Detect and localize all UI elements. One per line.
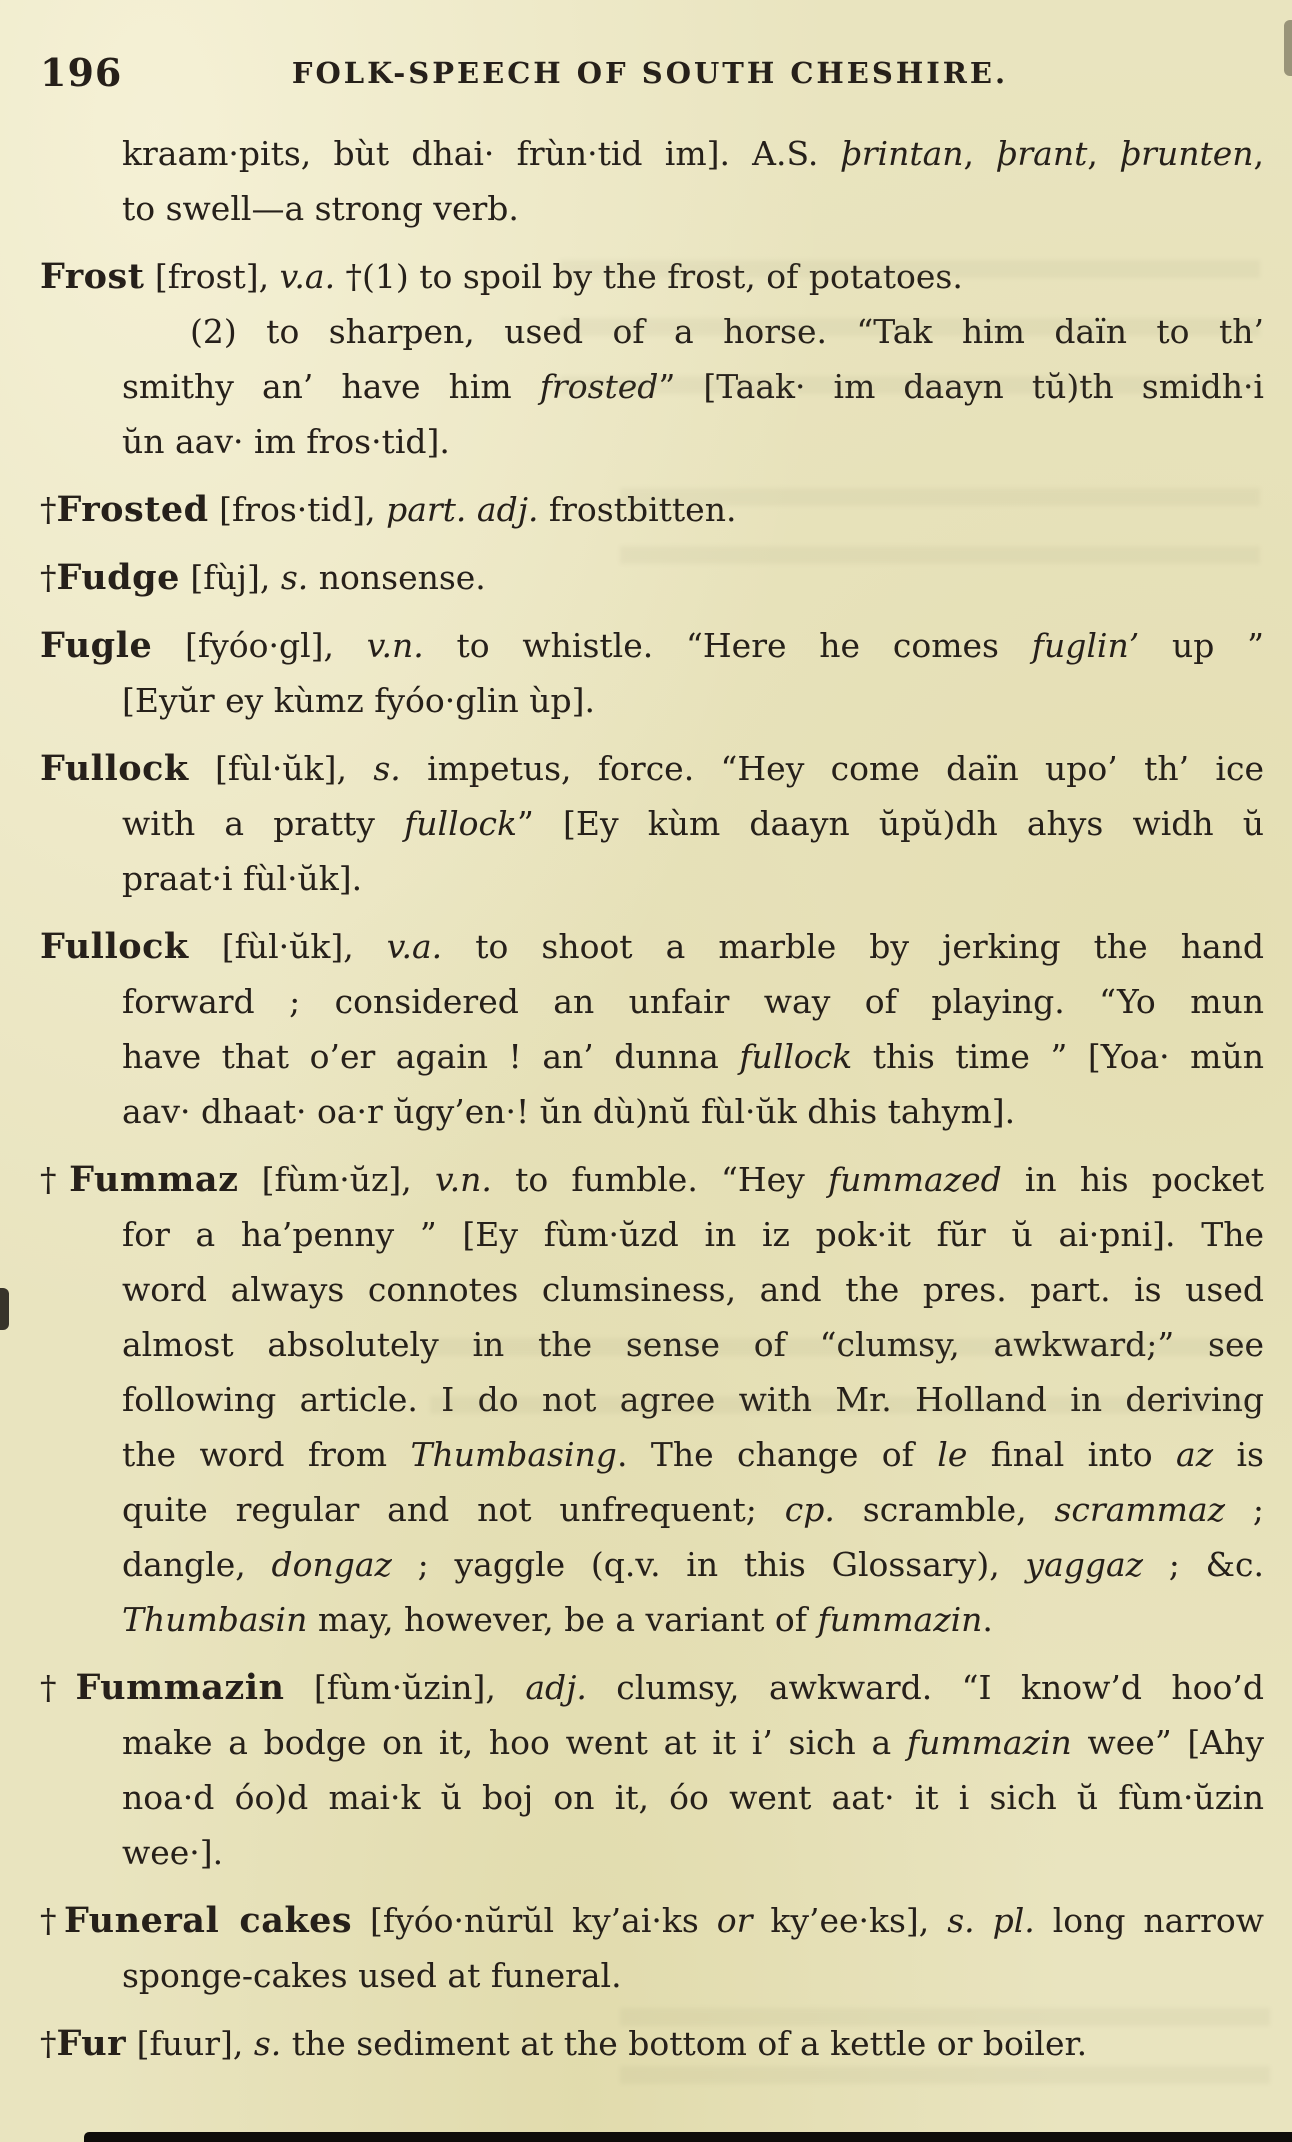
text-segment: word always connotes clumsiness, and the pres. part. is used — [122, 1270, 1264, 1309]
scan-edge-artifact — [84, 2132, 1292, 2142]
glossary-text — [40, 126, 1264, 2084]
text-segment: in his pocket — [1001, 1160, 1265, 1199]
text-segment: az — [1176, 1435, 1214, 1474]
text-segment: þrunten — [1120, 134, 1254, 173]
glossary-entry — [40, 1660, 1264, 1880]
text-segment: †(1) to spoil by the frost, of potatoes. — [335, 257, 963, 296]
text-line — [40, 974, 1264, 1029]
glossary-entry — [40, 2016, 1264, 2071]
text-segment: ; &c. — [1143, 1545, 1264, 1584]
text-segment: up ” — [1139, 626, 1265, 665]
glossary-entry — [40, 249, 1264, 469]
text-line — [40, 1660, 1264, 1715]
text-segment: [fùj], — [179, 558, 281, 597]
text-segment: [fyóo·gl], — [152, 626, 367, 665]
text-segment: s. — [280, 558, 309, 597]
text-line — [40, 1152, 1264, 1207]
text-segment: [fros·tid], — [208, 490, 387, 529]
text-line — [40, 1482, 1264, 1537]
text-line — [40, 414, 1264, 469]
text-segment: ŭn aav· im fros·tid]. — [122, 422, 450, 461]
text-segment: wee·]. — [122, 1833, 224, 1872]
text-segment: frostbitten. — [538, 490, 737, 529]
text-segment: the sediment at the bottom of a kettle or boiler. — [281, 2024, 1088, 2063]
text-line — [40, 359, 1264, 414]
text-segment: impetus, force. “Hey come daïn upo’ th’ ice — [400, 749, 1264, 788]
text-segment: adj. — [525, 1668, 587, 1707]
text-segment: ” [Ey kùm daayn ŭpŭ)dh ahys widh ŭ — [517, 804, 1265, 843]
glossary-entry — [40, 482, 1264, 537]
glossary-entry — [40, 618, 1264, 728]
text-segment: þrant — [996, 134, 1088, 173]
text-segment: or — [716, 1901, 753, 1940]
text-segment: quite regular and not unfrequent; — [122, 1490, 785, 1529]
text-segment: v.n. — [434, 1160, 492, 1199]
text-segment: Thumbasin — [122, 1600, 308, 1639]
text-segment: (2) to sharpen, used of a horse. “Tak him daïn to th’ — [190, 312, 1264, 351]
glossary-entry — [40, 1893, 1264, 2003]
text-segment: , — [963, 134, 997, 173]
text-segment: almost absolutely in the sense of “clumsy, awkward;” see — [122, 1325, 1264, 1364]
text-segment: s. — [253, 2024, 282, 2063]
headword: Fur — [56, 2023, 127, 2064]
text-line — [40, 181, 1264, 236]
text-segment: † — [40, 1160, 70, 1199]
text-segment: fummazin — [906, 1723, 1072, 1762]
text-line — [40, 482, 1264, 537]
text-segment: . The change of — [616, 1435, 938, 1474]
text-segment: [fùl·ŭk], — [188, 749, 374, 788]
text-segment: ” [Taak· im daayn tŭ)th smidh·i — [658, 367, 1264, 406]
text-segment: dangle, — [122, 1545, 272, 1584]
text-segment: [fùm·ŭz], — [238, 1160, 435, 1199]
glossary-entry — [40, 919, 1264, 1139]
text-segment: fummazed — [827, 1160, 1002, 1199]
text-segment: forward ; considered an unfair way of playing. “Yo mun — [122, 982, 1264, 1021]
text-segment: [fuur], — [126, 2024, 254, 2063]
text-segment: wee” [Ahy — [1071, 1723, 1264, 1762]
ink-mark — [0, 1288, 9, 1330]
text-segment: noa·d óo)d mai·k ŭ boj on it, óo went aat· it i sich ŭ fùm·ŭzin — [122, 1778, 1264, 1817]
text-segment: v.n. — [366, 626, 424, 665]
headword: Fummazin — [75, 1667, 285, 1708]
text-segment: for a ha’penny ” [Ey fùm·ŭzd in iz pok·it fŭr ŭ ai·pni]. The — [122, 1215, 1264, 1254]
glossary-entry — [40, 550, 1264, 605]
text-line — [40, 249, 1264, 304]
text-segment: dongaz — [271, 1545, 392, 1584]
text-line — [40, 1084, 1264, 1139]
text-segment: with a pratty — [122, 804, 405, 843]
text-segment: smithy an’ have him — [122, 367, 540, 406]
text-segment: v.a. — [279, 257, 336, 296]
text-segment: to swell—a strong verb. — [122, 189, 519, 228]
headword: Funeral cakes — [63, 1900, 353, 1941]
text-segment: clumsy, awkward. “I know’d hoo’d — [586, 1668, 1265, 1707]
text-segment: to shoot a marble by jerking the hand — [442, 927, 1265, 966]
text-line — [40, 1825, 1264, 1880]
text-segment: following article. I do not agree with Mr. Holland in deriving — [122, 1380, 1264, 1419]
text-segment: scrammaz — [1054, 1490, 1226, 1529]
text-segment: nonsense. — [308, 558, 486, 597]
text-line — [40, 304, 1264, 359]
text-segment: make a bodge on it, hoo went at it i’ sich a — [122, 1723, 907, 1762]
text-segment: s. pl. — [947, 1901, 1035, 1940]
glossary-entry — [40, 1152, 1264, 1647]
text-segment: [Eyŭr ey kùmz fyóo·glin ùp]. — [122, 681, 596, 720]
text-line — [40, 1893, 1264, 1948]
page-header — [40, 50, 1260, 96]
text-segment: to fumble. “Hey — [491, 1160, 828, 1199]
text-segment: have that o’er again ! an’ dunna — [122, 1037, 740, 1076]
headword: Fugle — [40, 625, 153, 666]
text-segment: the word from — [122, 1435, 411, 1474]
text-segment: ; yaggle (q.v. in this Glossary), — [391, 1545, 1026, 1584]
text-line — [40, 1317, 1264, 1372]
text-segment: [fùl·ŭk], — [188, 927, 387, 966]
text-line — [40, 1948, 1264, 2003]
glossary-entry — [40, 126, 1264, 236]
headword: Frost — [40, 256, 145, 297]
text-segment: long narrow — [1034, 1901, 1265, 1940]
text-line — [40, 1427, 1264, 1482]
text-segment: is — [1213, 1435, 1264, 1474]
text-segment: frosted — [539, 367, 659, 406]
text-line — [40, 126, 1264, 181]
text-segment: yaggaz — [1025, 1545, 1144, 1584]
page-number: 196 — [40, 50, 123, 95]
text-segment: [frost], — [144, 257, 280, 296]
text-segment: † — [40, 1901, 64, 1940]
text-line — [40, 1029, 1264, 1084]
text-segment: ; — [1225, 1490, 1265, 1529]
text-segment: aav· dhaat· oa·r ŭgy’en·! ŭn dù)nŭ fùl·ŭk dhis tahym]. — [122, 1092, 1016, 1131]
text-line — [40, 618, 1264, 673]
text-segment: part. adj. — [386, 490, 539, 529]
text-segment: fuglin’ — [1031, 626, 1140, 665]
text-segment: praat·i fùl·ŭk]. — [122, 859, 363, 898]
text-segment: † — [40, 490, 57, 529]
text-segment: . — [982, 1600, 993, 1639]
text-segment: v.a. — [386, 927, 443, 966]
text-segment: fullock — [404, 804, 517, 843]
text-line — [40, 1537, 1264, 1592]
headword: Fullock — [40, 926, 189, 967]
headword: Fudge — [56, 557, 180, 598]
glossary-entry — [40, 741, 1264, 906]
text-line — [40, 1207, 1264, 1262]
text-line — [40, 796, 1264, 851]
text-segment: † — [40, 558, 57, 597]
text-line — [40, 741, 1264, 796]
text-segment: s. — [373, 749, 401, 788]
text-segment: [fyóo·nŭrŭl ky’ai·ks — [352, 1901, 717, 1940]
text-line — [40, 1372, 1264, 1427]
text-line — [40, 673, 1264, 728]
text-segment: , — [1087, 134, 1121, 173]
text-segment: le — [937, 1435, 968, 1474]
headword: Fummaz — [69, 1159, 239, 1200]
text-segment: , — [1253, 134, 1264, 173]
text-segment: scramble, — [834, 1490, 1055, 1529]
text-line — [40, 919, 1264, 974]
text-segment: cp. — [784, 1490, 835, 1529]
text-segment: † — [40, 2024, 57, 2063]
running-title: FOLK-SPEECH OF SOUTH CHESHIRE. — [291, 56, 1009, 90]
text-segment: ky’ee·ks], — [752, 1901, 948, 1940]
text-segment: this time ” [Yoa· mŭn — [852, 1037, 1264, 1076]
text-line — [40, 550, 1264, 605]
text-line — [40, 1770, 1264, 1825]
headword: Fullock — [40, 748, 189, 789]
text-line — [40, 1715, 1264, 1770]
text-segment: sponge-cakes used at funeral. — [122, 1956, 622, 1995]
text-segment: þrintan — [840, 134, 964, 173]
text-line — [40, 1592, 1264, 1647]
text-line — [40, 2016, 1264, 2071]
scan-edge-smudge — [1284, 20, 1292, 76]
text-line — [40, 851, 1264, 906]
text-segment: fullock — [739, 1037, 853, 1076]
text-segment: fummazin — [817, 1600, 983, 1639]
text-line — [40, 1262, 1264, 1317]
text-segment: kraam·pits, bùt dhai· frùn·tid im]. A.S. — [122, 134, 841, 173]
headword: Frosted — [56, 489, 209, 530]
text-segment: Thumbasing — [410, 1435, 617, 1474]
text-segment: † — [40, 1668, 76, 1707]
text-segment: final into — [967, 1435, 1177, 1474]
text-segment: to whistle. “Here he comes — [423, 626, 1032, 665]
text-segment: may, however, be a variant of — [307, 1600, 818, 1639]
text-segment: [fùm·ŭzin], — [284, 1668, 526, 1707]
